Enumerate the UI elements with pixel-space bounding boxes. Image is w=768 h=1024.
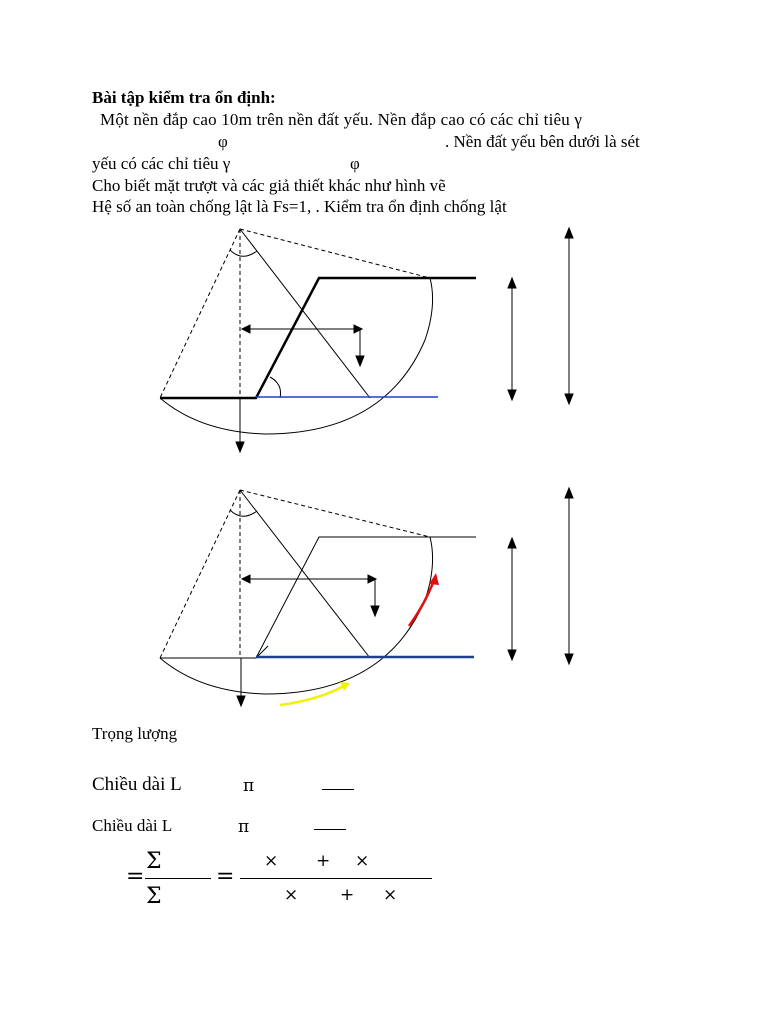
length-label-1: Chiều dài L: [92, 774, 182, 795]
fraction-bar-2: [314, 829, 346, 830]
problem-line-3: yếu có các chỉ tiêu γ: [92, 154, 231, 173]
problem-line-2: . Nền đất yếu bên dưới là sét: [445, 132, 640, 151]
den-times-1: ×: [284, 885, 299, 905]
pi-symbol-2: π: [238, 817, 250, 837]
exercise-heading: Bài tập kiểm tra ổn định:: [92, 88, 276, 107]
equals-sign-1: =: [126, 864, 145, 889]
equals-sign-2: =: [216, 864, 235, 889]
phi-symbol-1: φ: [218, 132, 228, 151]
fraction-bar-right: [240, 878, 432, 879]
weight-label: Trọng lượng: [92, 724, 178, 743]
den-times-2: ×: [383, 885, 398, 905]
problem-line-4: Cho biết mặt trượt và các giả thiết khác như hình vẽ: [92, 176, 446, 195]
sum-numerator: Σ: [146, 849, 162, 874]
num-plus: +: [316, 851, 331, 871]
num-times-2: ×: [355, 851, 370, 871]
sum-denominator: Σ: [146, 884, 162, 909]
phi-symbol-2: φ: [350, 154, 360, 173]
num-times-1: ×: [264, 851, 279, 871]
fraction-bar-1: [322, 789, 354, 790]
den-plus: +: [340, 885, 355, 905]
problem-line-5: Hệ số an toàn chống lật là Fs=1, . Kiểm tra ổn định chống lật: [92, 197, 507, 216]
length-label-2: Chiều dài L: [92, 816, 173, 835]
problem-line-1: Một nền đắp cao 10m trên nền đất yếu. Nền đắp cao có các chỉ tiêu γ: [100, 110, 583, 129]
pi-symbol-1: π: [243, 776, 255, 796]
fraction-bar-left: [145, 878, 211, 879]
